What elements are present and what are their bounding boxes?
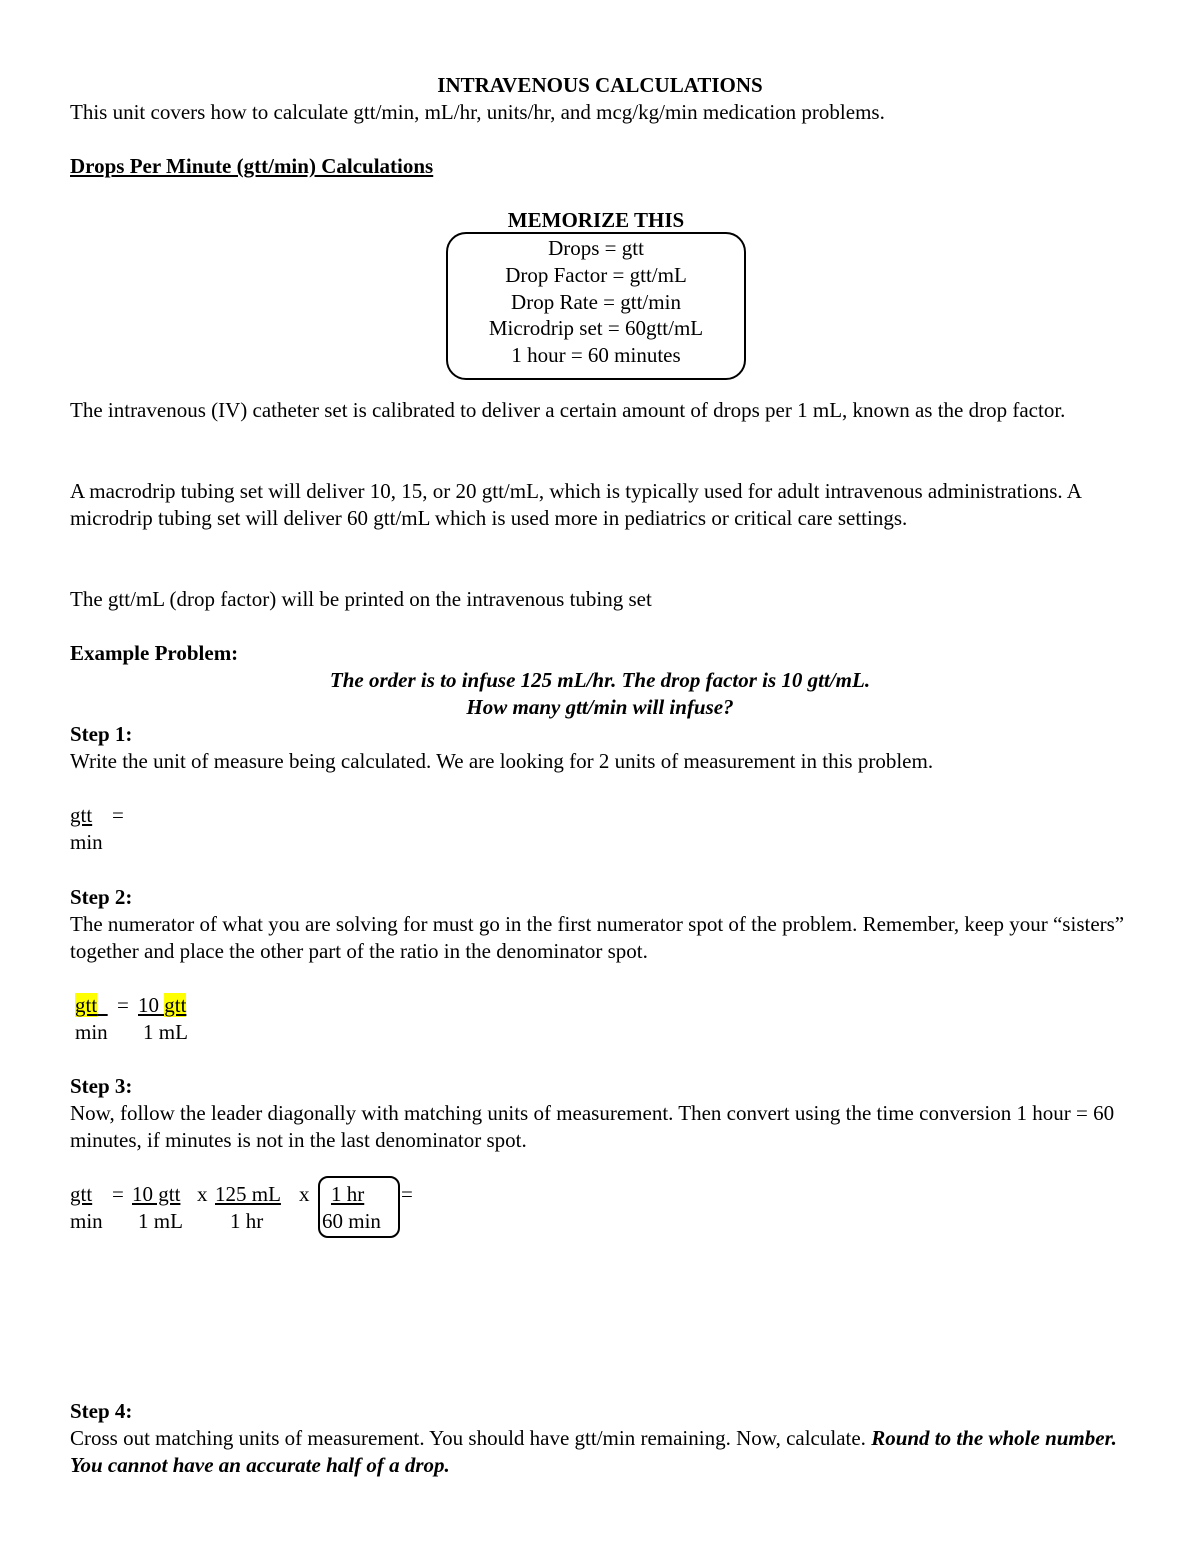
step-3-times-2: x: [299, 1182, 310, 1206]
step-3-times-1: x: [197, 1182, 208, 1206]
step-1-numerator: gtt: [70, 803, 93, 827]
step-3-rate-numerator: 125 mL: [215, 1182, 281, 1206]
example-line-1: The order is to infuse 125 mL/hr. The drop factor is 10 gtt/mL.: [329, 668, 871, 692]
memorize-line: Drop Rate = gtt/min: [511, 290, 681, 314]
step-3-denominator: min: [70, 1209, 103, 1233]
step-4-label: Step 4:: [70, 1399, 133, 1423]
step-3-factor-numerator: 10 gtt: [132, 1182, 181, 1206]
memorize-line: Drops = gtt: [548, 236, 644, 260]
step-2-factor-denominator: 1 mL: [143, 1020, 188, 1044]
step-3-numerator: gtt: [70, 1182, 93, 1206]
step-2-label: Step 2:: [70, 885, 133, 909]
section-heading: Drops Per Minute (gtt/min) Calculations: [70, 154, 434, 178]
step-3-text: Now, follow the leader diagonally with matching units of measurement. Then convert using the time conversion 1 hour = 60 minutes, if minutes is not in the last denominator spot.: [70, 1101, 1115, 1152]
step-2-numerator: [75, 992, 112, 1019]
step-4-text-emphasis: Round to the whole number. You cannot have an accurate half of a drop.: [70, 1426, 1117, 1477]
step-3-rate-denominator: 1 hr: [230, 1209, 264, 1233]
step-1-label: Step 1:: [70, 722, 133, 746]
intro-text: This unit covers how to calculate gtt/min, mL/hr, units/hr, and mcg/kg/min medication problems.: [70, 100, 885, 124]
memorize-line: Drop Factor = gtt/mL: [505, 263, 687, 287]
example-label: Example Problem:: [70, 641, 239, 665]
step-3-conversion-numerator: 1 hr: [331, 1182, 365, 1206]
step-2-equals: =: [117, 993, 129, 1017]
document-title: INTRAVENOUS CALCULATIONS: [437, 73, 763, 97]
memorize-line: 1 hour = 60 minutes: [511, 343, 681, 367]
step-3-label: Step 3:: [70, 1074, 133, 1098]
step-3-equals: =: [112, 1182, 124, 1206]
step-2-factor-unit: gtt: [164, 993, 187, 1017]
memorize-line: Microdrip set = 60gtt/mL: [488, 316, 704, 340]
step-3-factor-denominator: 1 mL: [138, 1209, 183, 1233]
paragraph-printed: The gtt/mL (drop factor) will be printed on the intravenous tubing set: [70, 587, 652, 611]
step-3-equals-2: =: [401, 1182, 413, 1206]
step-1-denominator: min: [70, 830, 103, 854]
step-2-factor-numerator: [138, 992, 186, 1019]
step-2-numerator-unit: gtt: [75, 993, 98, 1017]
step-3-conversion-denominator: 60 min: [322, 1209, 381, 1233]
step-2-text: The numerator of what you are solving for must go in the first numerator spot of the problem. Remember, keep your “sisters” together and place the other part of the ratio in the denominator spot.: [70, 912, 1125, 963]
step-1-text: Write the unit of measure being calculated. We are looking for 2 units of measurement in this problem.: [70, 749, 934, 773]
step-2-denominator: min: [75, 1020, 108, 1044]
example-line-2: How many gtt/min will infuse?: [466, 695, 734, 719]
step-4-text: [70, 1425, 1132, 1479]
paragraph-tubing-sets: A macrodrip tubing set will deliver 10, 15, or 20 gtt/mL, which is typically used for adult intravenous administrations. A microdrip tubing set will deliver 60 gtt/mL which is used more in pediatrics or critical care settings.: [70, 479, 1081, 530]
memorize-heading: MEMORIZE THIS: [507, 208, 685, 232]
step-4-text-plain: Cross out matching units of measurement. You should have gtt/min remaining. Now, calculate.: [70, 1426, 872, 1450]
step-1-equals: =: [112, 803, 124, 827]
step-2-factor-value: 10: [138, 993, 159, 1017]
paragraph-drop-factor: The intravenous (IV) catheter set is calibrated to deliver a certain amount of drops per 1 mL, known as the drop factor.: [70, 398, 1066, 422]
